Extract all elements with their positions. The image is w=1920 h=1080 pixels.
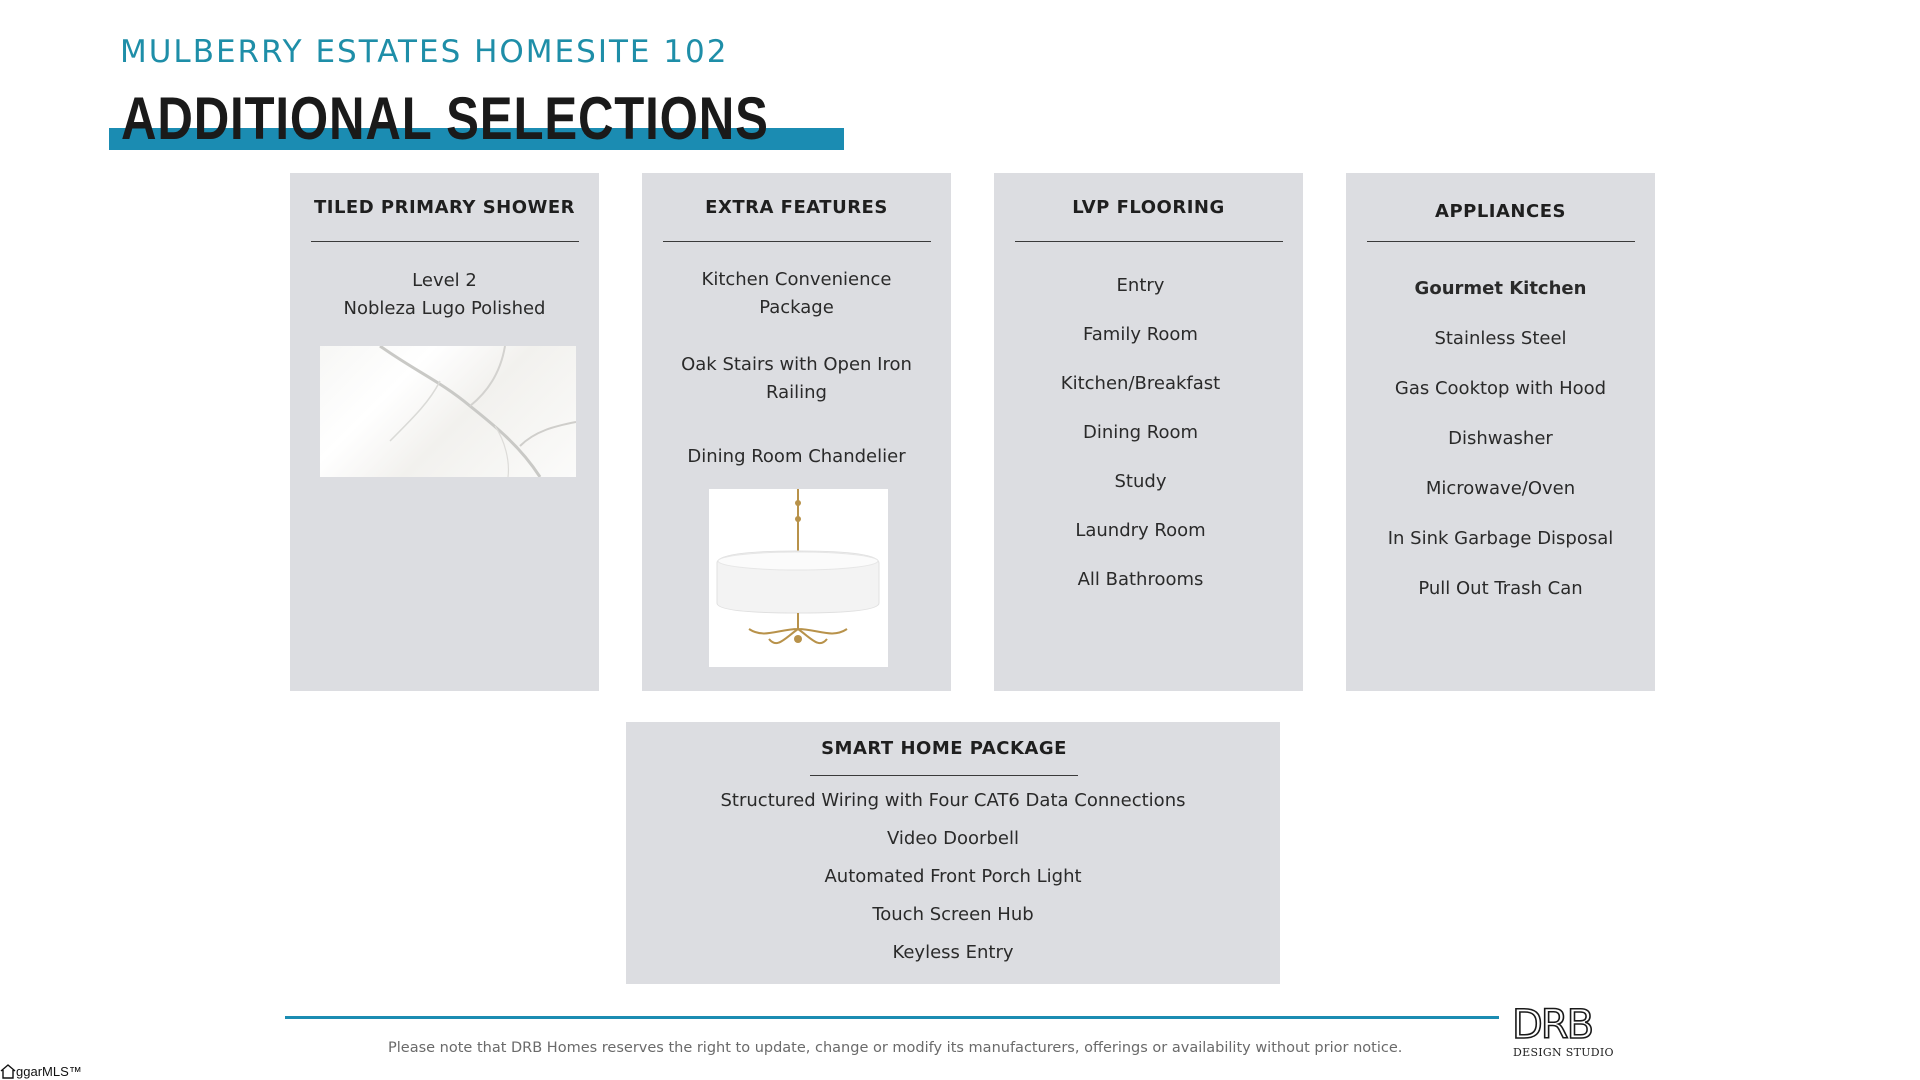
card-lvp-flooring xyxy=(994,173,1303,691)
card-heading: LVP FLOORING xyxy=(1072,197,1225,218)
title-block xyxy=(109,80,844,150)
house-icon xyxy=(0,1063,16,1079)
list-item: Dining Room xyxy=(1082,422,1199,443)
card-heading: SMART HOME PACKAGE xyxy=(821,738,1067,759)
page-title: ADDITIONAL SELECTIONS xyxy=(121,85,769,152)
list-item: Entry xyxy=(1116,275,1165,296)
list-item: Study xyxy=(1114,471,1167,492)
list-item: Kitchen/Breakfast xyxy=(1060,373,1221,394)
list-item: Kitchen Convenience xyxy=(701,269,892,290)
card-divider xyxy=(810,775,1078,776)
mls-watermark-text: ggarMLS™ xyxy=(16,1064,82,1079)
card-smart-home-package xyxy=(626,722,1280,984)
chandelier-photo-image xyxy=(709,489,888,667)
list-item: Touch Screen Hub xyxy=(872,904,1034,925)
list-item: Laundry Room xyxy=(1075,520,1206,541)
svg-text:DRB: DRB xyxy=(1512,1004,1593,1044)
list-item: Level 2 xyxy=(412,270,477,291)
list-item: Oak Stairs with Open Iron xyxy=(681,354,912,375)
card-heading: TILED PRIMARY SHOWER xyxy=(313,197,576,218)
list-item: Automated Front Porch Light xyxy=(824,866,1082,887)
list-item: Railing xyxy=(766,382,827,403)
list-item: Package xyxy=(759,297,834,318)
list-item: Keyless Entry xyxy=(892,942,1014,963)
card-heading: APPLIANCES xyxy=(1435,201,1566,222)
list-item: Dishwasher xyxy=(1448,428,1553,449)
list-item: Structured Wiring with Four CAT6 Data Connections xyxy=(720,790,1186,811)
card-heading: EXTRA FEATURES xyxy=(705,197,888,218)
list-item: Dining Room Chandelier xyxy=(687,446,906,467)
card-divider xyxy=(1367,241,1635,242)
mls-watermark xyxy=(0,1063,82,1080)
card-appliances xyxy=(1346,173,1655,691)
list-item: All Bathrooms xyxy=(1077,569,1204,590)
footer-divider xyxy=(285,1016,1499,1019)
card-extra-features xyxy=(642,173,951,691)
list-item: Pull Out Trash Can xyxy=(1418,578,1583,599)
list-item: Video Doorbell xyxy=(887,828,1019,849)
list-item: Microwave/Oven xyxy=(1425,478,1576,499)
marble-tile-swatch-image xyxy=(320,346,576,477)
footer-disclaimer: Please note that DRB Homes reserves the right to update, change or modify its manufacturers, offerings or availability without prior notice. xyxy=(388,1040,1403,1056)
homesite-subtitle: MULBERRY ESTATES HOMESITE 102 xyxy=(120,34,729,70)
list-item: Nobleza Lugo Polished xyxy=(343,298,546,319)
list-item: Stainless Steel xyxy=(1434,328,1567,349)
drb-logo-subtitle: DESIGN STUDIO xyxy=(1513,1046,1614,1059)
list-item: Family Room xyxy=(1083,324,1198,345)
card-tiled-primary-shower xyxy=(290,173,599,691)
card-divider xyxy=(1015,241,1283,242)
card-divider xyxy=(663,241,931,242)
list-item-heading: Gourmet Kitchen xyxy=(1414,278,1587,299)
list-item: In Sink Garbage Disposal xyxy=(1387,528,1614,549)
card-divider xyxy=(311,241,579,242)
list-item: Gas Cooktop with Hood xyxy=(1394,378,1607,399)
